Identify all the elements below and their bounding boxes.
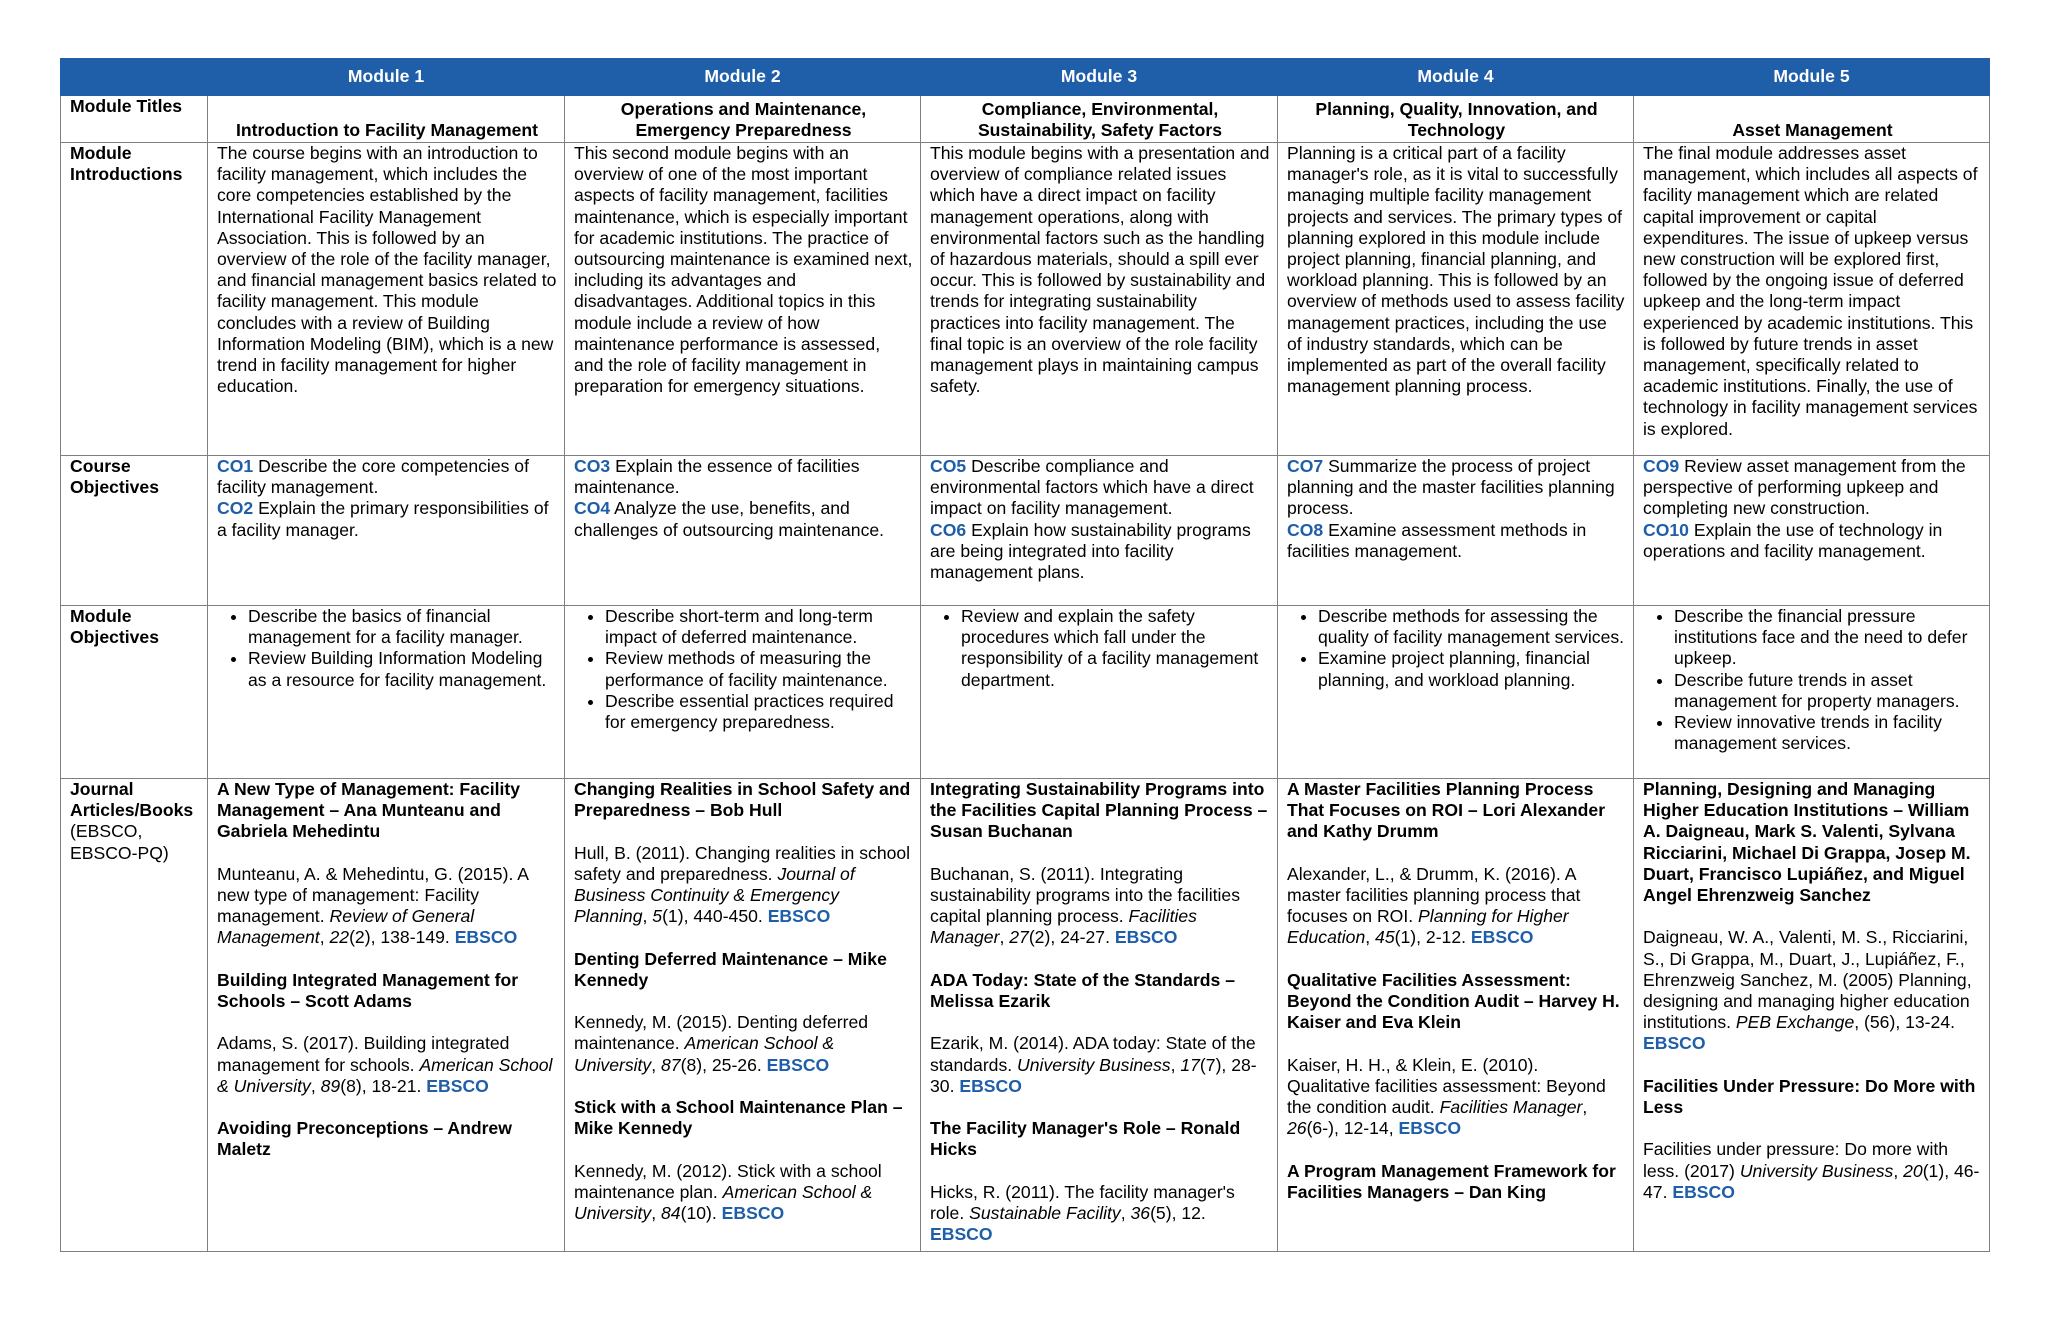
citation-segment: (2), 24-27. xyxy=(1028,927,1115,948)
row-label-course-objectives: Course Objectives xyxy=(61,456,208,606)
journal-articles-cell xyxy=(1278,779,1634,1252)
journal-article xyxy=(217,1118,557,1160)
journal-article xyxy=(217,970,557,1097)
journal-article xyxy=(1287,970,1626,1140)
citation-segment: Facilities Manager xyxy=(930,906,1197,948)
citation-segment: (7), 28-30. xyxy=(930,1054,1257,1096)
ebsco-link[interactable]: EBSCO xyxy=(1672,1181,1735,1202)
module-titles-row xyxy=(61,96,1990,143)
course-objectives-row xyxy=(61,456,1990,606)
module-objective-item: • Describe methods for assessing the quality of facility management services. xyxy=(1318,606,1626,648)
article-title: Stick with a School Maintenance Plan – Mike Kennedy xyxy=(574,1096,903,1139)
article-citation xyxy=(574,843,913,928)
journal-articles-cell xyxy=(208,779,565,1252)
module-3-header: Module 3 xyxy=(921,59,1278,96)
citation-segment: 22 xyxy=(329,927,350,948)
article-title: Building Integrated Management for Schools – Scott Adams xyxy=(217,969,519,1011)
citation-segment: 27 xyxy=(1009,927,1029,948)
article-citation xyxy=(574,1161,913,1225)
module-objectives-cell xyxy=(1634,606,1990,779)
corner-cell xyxy=(61,59,208,96)
course-objective xyxy=(930,520,1270,584)
citation-segment: Planning for Higher Education xyxy=(1287,906,1569,948)
citation-segment: Review of General Management xyxy=(217,906,475,948)
citation-segment: University Business xyxy=(1017,1054,1171,1075)
citation-segment: (1), 440-450. xyxy=(662,906,768,927)
module-title: Introduction to Facility Management xyxy=(208,96,565,143)
ebsco-link[interactable]: EBSCO xyxy=(930,1224,993,1245)
citation-segment: (10). xyxy=(680,1202,722,1223)
citation-segment: 17 xyxy=(1180,1054,1200,1075)
citation-segment: (2), 138-149. xyxy=(349,927,455,948)
journal-articles-cell xyxy=(921,779,1278,1252)
citation-segment: (1), 2-12. xyxy=(1394,927,1471,948)
objective-code: CO4 xyxy=(574,498,611,519)
objective-code: CO1 xyxy=(217,456,254,476)
ebsco-link[interactable]: EBSCO xyxy=(767,906,831,927)
module-objectives-list xyxy=(217,606,557,691)
row-label-titles: Module Titles xyxy=(61,96,208,143)
objective-code: CO10 xyxy=(1643,519,1689,540)
citation-segment: Kaiser, H. H., & Klein, E. (2010). Qualitative facilities assessment: Beyond the condition audit. xyxy=(1287,1054,1606,1117)
module-introduction: The final module addresses asset management, which includes all aspects of facility management which are related capital improvement or capital expenditures. The issue of upkeep versus new construction will be explored first, followed by the ongoing issue of deferred upkeep and the long-term impact experienced by academic institutions. This is followed by future trends in asset management, specifically related to academic institutions. Finally, the use of technology in facility management services is explored. xyxy=(1634,143,1990,456)
citation-segment: Ezarik, M. (2014). ADA today: State of the standards. xyxy=(930,1033,1256,1075)
citation-segment: , xyxy=(1893,1160,1904,1181)
module-objectives-list xyxy=(574,606,913,733)
citation-segment: 26 xyxy=(1287,1118,1307,1139)
module-objective-item: • Review methods of measuring the performance of facility maintenance. xyxy=(605,648,913,690)
module-objective-item: • Describe short-term and long-term impact of deferred maintenance. xyxy=(605,606,913,648)
citation-segment: 84 xyxy=(661,1202,681,1223)
module-1-header: Module 1 xyxy=(208,59,565,96)
objective-code: CO2 xyxy=(217,498,254,519)
citation-segment: (8), 25-26. xyxy=(680,1054,767,1075)
course-objectives-cell xyxy=(208,456,565,606)
module-introduction: This second module begins with an overview of one of the most important aspects of facility management, facilities maintenance, which is especially important for academic institutions. The practice of outsourcing maintenance is examined next, including its advantages and disadvantages. Additional topics in this module include a review of how maintenance performance is assessed, and the role of facility management in preparation for emergency situations. xyxy=(565,143,921,456)
course-map-table xyxy=(60,58,1990,1252)
citation-segment: Buchanan, S. (2011). Integrating sustainability programs into the facilities capital planning process. xyxy=(930,863,1240,927)
article-title: Avoiding Preconceptions – Andrew Maletz xyxy=(217,1118,512,1160)
module-introductions-row xyxy=(61,143,1990,456)
article-title: The Facility Manager's Role – Ronald Hicks xyxy=(930,1118,1241,1160)
objective-text: Describe the core competencies of facility management. xyxy=(217,456,529,498)
objective-code: CO5 xyxy=(930,456,967,476)
article-citation xyxy=(930,864,1270,949)
journal-article xyxy=(1643,1076,1982,1203)
objective-text: Describe compliance and environmental factors which have a direct impact on facility management. xyxy=(930,456,1254,519)
ebsco-link[interactable]: EBSCO xyxy=(721,1202,785,1223)
citation-segment: Sustainable Facility xyxy=(969,1202,1121,1223)
objective-text: Explain the essence of facilities maintenance. xyxy=(574,456,860,498)
module-introduction: This module begins with a presentation and overview of compliance related issues which have a direct impact on facility management operations, along with environmental factors such as the handling of hazardous materials, should a spill ever occur. This is followed by sustainability and trends for integrating sustainability practices into facility management. The final topic is an overview of the role facility management plays in maintaining campus safety. xyxy=(921,143,1278,456)
article-citation xyxy=(930,1182,1270,1246)
module-introduction: The course begins with an introduction to facility management, which includes the core competencies established by the International Facility Management Association. This is followed by an overview of the role of the facility manager, and financial management basics related to facility management. This module concludes with a review of Building Information Modeling (BIM), which is a new trend in facility management for higher education. xyxy=(208,143,565,456)
module-objectives-list xyxy=(930,606,1270,691)
module-objectives-cell xyxy=(1278,606,1634,779)
article-title: Denting Deferred Maintenance – Mike Kennedy xyxy=(574,948,887,990)
module-5-header: Module 5 xyxy=(1634,59,1990,96)
objective-text: Examine assessment methods in facilities management. xyxy=(1287,519,1587,561)
article-citation xyxy=(217,864,557,949)
journal-articles-cell xyxy=(1634,779,1990,1252)
row-label-introductions: Module Introductions xyxy=(61,143,208,456)
ebsco-link[interactable]: EBSCO xyxy=(454,927,518,948)
journal-sources-label: (EBSCO, EBSCO-PQ) xyxy=(70,821,169,863)
module-objective-item: • Describe future trends in asset management for property managers. xyxy=(1674,670,1982,712)
citation-segment: Journal of Business Continuity & Emergency Planning xyxy=(574,863,855,927)
article-title: Facilities Under Pressure: Do More with Less xyxy=(1643,1075,1976,1118)
module-objective-item: • Review and explain the safety procedures which fall under the responsibility of a facility management department. xyxy=(961,606,1270,691)
citation-segment: American School & University xyxy=(217,1054,553,1096)
journal-article xyxy=(574,779,913,927)
journal-article xyxy=(574,949,913,1076)
header-row xyxy=(61,59,1990,96)
objective-code: CO8 xyxy=(1287,519,1324,540)
citation-segment: Kennedy, M. (2015). Denting deferred maintenance. xyxy=(574,1012,869,1054)
course-objective xyxy=(1643,456,1982,520)
citation-segment: 36 xyxy=(1130,1202,1151,1223)
module-title: Asset Management xyxy=(1634,96,1990,143)
citation-segment: Facilities Manager xyxy=(1439,1097,1583,1117)
article-title: A New Type of Management: Facility Management – Ana Munteanu and Gabriela Mehedintu xyxy=(217,779,521,842)
module-title: Compliance, Environmental, Sustainability, Safety Factors xyxy=(921,96,1278,143)
citation-segment: Adams, S. (2017). Building integrated management for schools. xyxy=(217,1033,510,1075)
objective-code: CO7 xyxy=(1287,456,1324,476)
module-objective-item: • Describe the financial pressure institutions face and the need to defer upkeep. xyxy=(1674,606,1982,670)
article-title: Qualitative Facilities Assessment: Beyond the Condition Audit – Harvey H. Kaiser and Eva Klein xyxy=(1287,969,1620,1033)
article-title: Changing Realities in School Safety and Preparedness – Bob Hull xyxy=(574,779,911,821)
article-citation xyxy=(1643,1139,1982,1203)
course-objective xyxy=(1287,456,1626,520)
citation-segment: , xyxy=(310,1075,321,1096)
citation-segment: , xyxy=(642,906,653,927)
ebsco-link[interactable]: EBSCO xyxy=(766,1054,830,1075)
citation-segment: 45 xyxy=(1375,927,1395,948)
objective-code: CO3 xyxy=(574,456,611,476)
article-citation xyxy=(1287,1055,1626,1140)
course-objective xyxy=(574,498,913,540)
module-introduction: Planning is a critical part of a facility manager's role, as it is vital to successfully managing multiple facility management projects and services. The primary types of planning explored in this module include project planning, financial planning, and workload planning. This is followed by an overview of methods used to assess facility management practices, including the use of industry standards, which can be implemented as part of the overall facility management planning process. xyxy=(1278,143,1634,456)
module-2-header: Module 2 xyxy=(565,59,921,96)
citation-segment: , xyxy=(1120,1202,1131,1223)
ebsco-link[interactable]: EBSCO xyxy=(1114,927,1178,948)
citation-segment: (6-), 12-14, xyxy=(1306,1118,1399,1139)
module-objective-item: • Review Building Information Modeling as a resource for facility management. xyxy=(248,648,557,690)
citation-segment: American School & University xyxy=(574,1181,873,1223)
article-title: Integrating Sustainability Programs into the Facilities Capital Planning Process – Susan Buchanan xyxy=(930,779,1268,842)
row-label-module-objectives: Module Objectives xyxy=(61,606,208,779)
module-title: Operations and Maintenance, Emergency Preparedness xyxy=(565,96,921,143)
course-objective xyxy=(217,456,557,498)
citation-segment: 89 xyxy=(320,1075,341,1096)
article-citation xyxy=(1287,864,1626,949)
course-objectives-cell xyxy=(1278,456,1634,606)
citation-segment: , xyxy=(999,927,1010,948)
course-objectives-cell xyxy=(1634,456,1990,606)
article-citation xyxy=(1643,927,1982,1054)
citation-segment: Munteanu, A. & Mehedintu, G. (2015). A new type of management: Facility management. xyxy=(217,863,529,927)
objective-text: Analyze the use, benefits, and challenges of outsourcing maintenance. xyxy=(574,498,885,540)
course-objectives-cell xyxy=(565,456,921,606)
citation-segment: 87 xyxy=(661,1054,681,1075)
citation-segment: PEB Exchange xyxy=(1735,1012,1855,1033)
citation-segment: , xyxy=(651,1054,662,1075)
module-objectives-cell xyxy=(921,606,1278,779)
citation-segment: 5 xyxy=(652,906,663,927)
module-objective-item: • Review innovative trends in facility management services. xyxy=(1674,712,1982,754)
article-title: A Program Management Framework for Facilities Managers – Dan King xyxy=(1287,1160,1616,1202)
article-citation xyxy=(574,1012,913,1076)
objective-text: Summarize the process of project planning and the master facilities planning process. xyxy=(1287,456,1615,519)
citation-segment: Kennedy, M. (2012). Stick with a school maintenance plan. xyxy=(574,1160,882,1202)
module-objectives-cell xyxy=(565,606,921,779)
citation-segment: , (56), 13-24. xyxy=(1854,1012,1955,1033)
ebsco-link[interactable]: EBSCO xyxy=(1470,927,1534,948)
article-citation xyxy=(930,1033,1270,1097)
objective-code: CO6 xyxy=(930,519,967,540)
journal-article xyxy=(1643,779,1982,1055)
ebsco-link[interactable]: EBSCO xyxy=(1398,1118,1462,1139)
journal-label: Journal Articles/Books xyxy=(70,779,194,821)
citation-segment: , xyxy=(1365,927,1376,948)
citation-segment: , xyxy=(651,1202,662,1223)
citation-segment: Hull, B. (2011). Changing realities in school safety and preparedness. xyxy=(574,842,911,884)
journal-articles-cell xyxy=(565,779,921,1252)
citation-segment: Daigneau, W. A., Valenti, M. S., Ricciarini, S., Di Grappa, M., Duart, J., Lupiáñez, F., Ehrenzweig Sanchez, M. (2005) Planning, designing and managing higher education institutions. xyxy=(1643,927,1972,1033)
journal-article xyxy=(930,970,1270,1097)
module-objective-item: • Describe essential practices required for emergency preparedness. xyxy=(605,691,913,733)
citation-segment: University Business xyxy=(1739,1160,1894,1181)
citation-segment: Facilities under pressure: Do more with less. (2017) xyxy=(1643,1139,1949,1181)
citation-segment: (1), 46-47. xyxy=(1643,1160,1980,1202)
journal-article xyxy=(574,1097,913,1224)
citation-segment: American School & University xyxy=(574,1033,835,1075)
citation-segment: , xyxy=(1582,1097,1588,1117)
module-objectives-list xyxy=(1643,606,1982,754)
course-objective xyxy=(930,456,1270,520)
objective-text: Explain how sustainability programs are being integrated into facility management plans. xyxy=(930,519,1251,583)
course-objective xyxy=(574,456,913,498)
objective-text: Review asset management from the perspective of performing upkeep and completing new construction. xyxy=(1643,456,1966,519)
course-objective xyxy=(1287,520,1626,562)
journal-article xyxy=(217,779,557,949)
article-citation xyxy=(217,1033,557,1097)
citation-segment: 20 xyxy=(1903,1160,1923,1181)
module-objectives-list xyxy=(1287,606,1626,691)
citation-segment: Alexander, L., & Drumm, K. (2016). A master facilities planning process that focuses on ROI. xyxy=(1287,863,1581,927)
module-objectives-cell xyxy=(208,606,565,779)
course-objectives-cell xyxy=(921,456,1278,606)
citation-segment: , xyxy=(1170,1054,1181,1075)
objective-text: Explain the primary responsibilities of a facility manager. xyxy=(217,498,549,540)
module-objective-item: • Examine project planning, financial planning, and workload planning. xyxy=(1318,648,1626,690)
ebsco-link[interactable]: EBSCO xyxy=(1643,1033,1706,1054)
article-title: A Master Facilities Planning Process That Focuses on ROI – Lori Alexander and Kathy Drumm xyxy=(1287,779,1606,842)
objective-text: Explain the use of technology in operations and facility management. xyxy=(1643,519,1943,561)
journal-article xyxy=(930,1118,1270,1245)
citation-segment: Hicks, R. (2011). The facility manager's role. xyxy=(930,1181,1235,1223)
ebsco-link[interactable]: EBSCO xyxy=(959,1075,1022,1096)
module-objectives-row xyxy=(61,606,1990,779)
module-4-header: Module 4 xyxy=(1278,59,1634,96)
citation-segment: (5), 12. xyxy=(1150,1202,1206,1223)
article-title: Planning, Designing and Managing Higher Education Institutions – William A. Daigneau, Mark S. Valenti, Sylvana Ricciarini, Michael Di Grappa, Josep M. Duart, Francisco Lupiáñez, and Miguel Angel Ehrenzweig Sanchez xyxy=(1643,779,1971,906)
citation-segment: (8), 18-21. xyxy=(340,1075,427,1096)
journal-articles-row xyxy=(61,779,1990,1252)
module-title: Planning, Quality, Innovation, and Technology xyxy=(1278,96,1634,143)
module-objective-item: • Describe the basics of financial management for a facility manager. xyxy=(248,606,557,648)
journal-article xyxy=(930,779,1270,949)
journal-article xyxy=(1287,1161,1626,1203)
row-label-journal xyxy=(61,779,208,1252)
ebsco-link[interactable]: EBSCO xyxy=(426,1075,489,1096)
article-title: ADA Today: State of the Standards – Melissa Ezarik xyxy=(930,969,1235,1011)
course-objective xyxy=(217,498,557,540)
citation-segment: , xyxy=(319,927,330,948)
journal-article xyxy=(1287,779,1626,949)
objective-code: CO9 xyxy=(1643,456,1680,476)
course-objective xyxy=(1643,520,1982,562)
